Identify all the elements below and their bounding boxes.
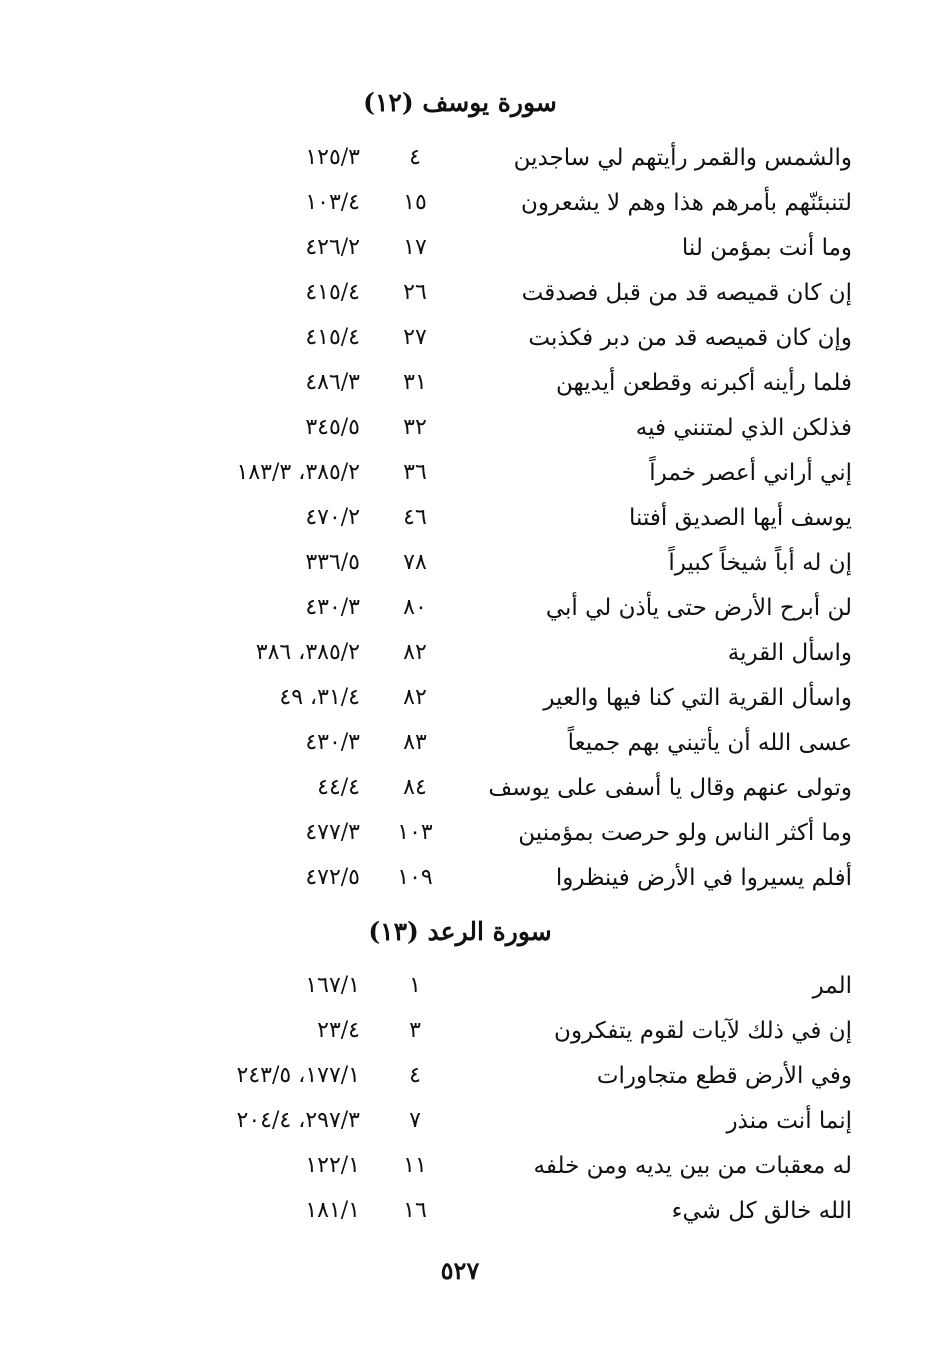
volume-page-ref: ٤٣٠/٣ — [305, 595, 360, 620]
table-row — [0, 1101, 940, 1145]
volume-page-ref: ٣٤٥/٥ — [305, 415, 360, 440]
table-row — [0, 588, 940, 632]
verse-text: الله خالق كل شيء — [671, 1198, 852, 1224]
volume-page-ref: ١٠٣/٤ — [305, 190, 360, 215]
volume-page-ref: ١٦٧/١ — [305, 973, 360, 998]
verse-text: فذلكن الذي لمتنني فيه — [635, 415, 852, 441]
verse-text: إني أراني أعصر خمراً — [649, 460, 852, 486]
verse-text: واسأل القرية — [727, 640, 852, 666]
ayah-number: ١ — [409, 973, 421, 998]
volume-page-ref: ٢٩٧/٣، ٢٠٤/٤ — [236, 1108, 360, 1133]
ayah-number: ٧ — [409, 1108, 421, 1133]
verse-text: لن أبرح الأرض حتى يأذن لي أبي — [545, 595, 852, 621]
verse-text: أفلم يسيروا في الأرض فينظروا — [555, 865, 852, 891]
verse-text: لتنبئنّهم بأمرهم هذا وهم لا يشعرون — [521, 190, 852, 216]
verse-text: وما أنت بمؤمن لنا — [681, 235, 852, 261]
volume-page-ref: ٤٧٢/٥ — [305, 865, 360, 890]
table-row — [0, 678, 940, 722]
table-row — [0, 273, 940, 317]
verse-text: واسأل القرية التي كنا فيها والعير — [543, 685, 852, 711]
table-row — [0, 1011, 940, 1055]
volume-page-ref: ١٨١/١ — [305, 1198, 360, 1223]
table-row — [0, 183, 940, 227]
verse-text: إنما أنت منذر — [726, 1108, 852, 1134]
ayah-number: ٨٠ — [403, 595, 427, 620]
verse-text: إن في ذلك لآيات لقوم يتفكرون — [554, 1018, 852, 1044]
table-row — [0, 453, 940, 497]
ayah-number: ٨٤ — [403, 775, 427, 800]
ayah-number: ٤ — [409, 145, 421, 170]
volume-page-ref: ٣٨٥/٢، ١٨٣/٣ — [236, 460, 360, 485]
ayah-number: ٧٨ — [403, 550, 427, 575]
ayah-number: ١٥ — [403, 190, 427, 215]
verse-text: المر — [812, 973, 852, 999]
verse-text: وتولى عنهم وقال يا أسفى على يوسف — [488, 775, 852, 801]
table-row — [0, 543, 940, 587]
table-row — [0, 318, 940, 362]
ayah-number: ٤ — [409, 1063, 421, 1088]
volume-page-ref: ٤٣٠/٣ — [305, 730, 360, 755]
table-row — [0, 813, 940, 857]
table-row — [0, 1191, 940, 1235]
verse-text: والشمس والقمر رأيتهم لي ساجدين — [513, 145, 852, 171]
ayah-number: ٨٣ — [403, 730, 427, 755]
table-row — [0, 966, 940, 1010]
verse-text: يوسف أيها الصديق أفتنا — [629, 505, 852, 531]
volume-page-ref: ٤٤/٤ — [317, 775, 360, 800]
page-number: ٥٢٧ — [440, 1256, 480, 1285]
table-row — [0, 498, 940, 542]
volume-page-ref: ٤٧٠/٢ — [305, 505, 360, 530]
table-row — [0, 228, 940, 272]
volume-page-ref: ٤٢٦/٢ — [305, 235, 360, 260]
volume-page-ref: ٤١٥/٤ — [305, 325, 360, 350]
ayah-number: ٢٧ — [403, 325, 427, 350]
table-row — [0, 768, 940, 812]
verse-text: عسى الله أن يأتيني بهم جميعاً — [567, 730, 852, 756]
ayah-number: ٨٢ — [403, 685, 427, 710]
verse-text: فلما رأينه أكبرنه وقطعن أيديهن — [556, 370, 852, 396]
table-row — [0, 633, 940, 677]
verse-text: وفي الأرض قطع متجاورات — [596, 1063, 852, 1089]
verse-text: إن له أباً شيخاً كبيراً — [668, 550, 852, 576]
volume-page-ref: ١٧٧/١، ٢٤٣/٥ — [236, 1063, 360, 1088]
ayah-number: ١٠٣ — [397, 820, 433, 845]
volume-page-ref: ٤٧٧/٣ — [305, 820, 360, 845]
sura-rad-title: سورة الرعد (١٣) — [368, 917, 552, 946]
ayah-number: ١٦ — [403, 1198, 427, 1223]
ayah-number: ٣٢ — [403, 415, 427, 440]
volume-page-ref: ١٢٢/١ — [305, 1153, 360, 1178]
verse-text: إن كان قميصه قد من قبل فصدقت — [521, 280, 852, 306]
verse-text: له معقبات من بين يديه ومن خلفه — [533, 1153, 852, 1179]
ayah-number: ٢٦ — [403, 280, 427, 305]
volume-page-ref: ٣٣٦/٥ — [305, 550, 360, 575]
ayah-number: ١٧ — [403, 235, 427, 260]
ayah-number: ٤٦ — [403, 505, 427, 530]
table-row — [0, 723, 940, 767]
table-row — [0, 138, 940, 182]
volume-page-ref: ١٢٥/٣ — [305, 145, 360, 170]
ayah-number: ٣٦ — [403, 460, 427, 485]
ayah-number: ٣ — [409, 1018, 421, 1043]
ayah-number: ١١ — [403, 1153, 427, 1178]
volume-page-ref: ٢٣/٤ — [317, 1018, 360, 1043]
volume-page-ref: ٣١/٤، ٤٩ — [279, 685, 360, 710]
verse-text: وإن كان قميصه قد من دبر فكذبت — [528, 325, 852, 351]
ayah-number: ١٠٩ — [397, 865, 433, 890]
table-row — [0, 408, 940, 452]
volume-page-ref: ٤١٥/٤ — [305, 280, 360, 305]
volume-page-ref: ٣٨٥/٢، ٣٨٦ — [255, 640, 360, 665]
volume-page-ref: ٤٨٦/٣ — [305, 370, 360, 395]
sura-yusuf-title: سورة يوسف (١٢) — [363, 88, 557, 117]
ayah-number: ٣١ — [403, 370, 427, 395]
table-row — [0, 1056, 940, 1100]
table-row — [0, 1146, 940, 1190]
verse-text: وما أكثر الناس ولو حرصت بمؤمنين — [518, 820, 852, 846]
table-row — [0, 858, 940, 902]
ayah-number: ٨٢ — [403, 640, 427, 665]
table-row — [0, 363, 940, 407]
